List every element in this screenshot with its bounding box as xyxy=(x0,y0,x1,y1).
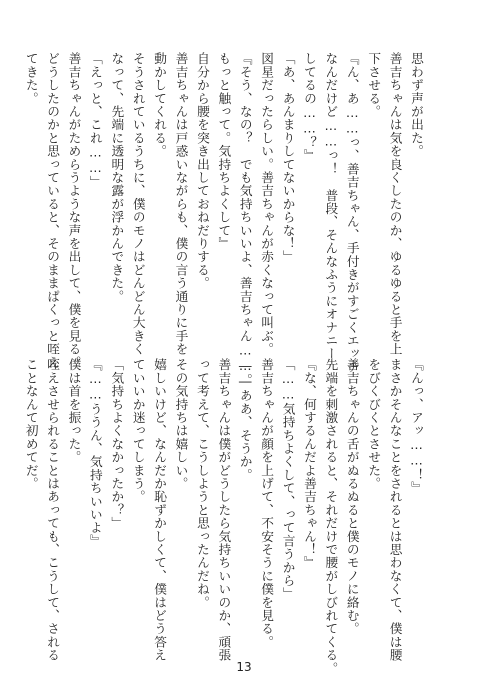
text-column: 善吉ちゃんが顔を上げて、不安そうに僕を見る。 xyxy=(259,358,275,649)
text-column: まさかそんなことをされるとは思わなくて、僕は腰 xyxy=(387,358,403,662)
text-column: そうされているうちに、僕のモノはどんどん大きく xyxy=(130,52,146,356)
text-column: 自分から腰を突き出しておねだりする。 xyxy=(194,52,210,290)
text-column: 先端を刺激されると、それだけで腰がしびれてくる。 xyxy=(323,358,339,675)
text-column: なって、先端に透明な露が浮かんできた。 xyxy=(109,52,125,303)
text-column: もっと触って。気持ちよくして』 xyxy=(216,52,232,250)
text-column: ことなんて初めてだ。 xyxy=(23,358,39,490)
text-column: 善吉ちゃんがためらうような声を出して、僕を見る。 xyxy=(66,52,82,369)
text-column: ていいか迷ってしまう。 xyxy=(130,358,146,504)
text-column: 善吉ちゃんの舌がぬるぬると僕のモノに絡む。 xyxy=(344,358,360,636)
text-column: 「えっと、これ……」 xyxy=(87,52,103,189)
text-column: てきた。 xyxy=(23,52,39,105)
text-column: 善吉ちゃんは戸惑いながらも、僕の言う通りに手を xyxy=(173,52,189,356)
text-column: をびくびくとさせた。 xyxy=(366,358,382,490)
text-column: 『そう、なの？ でも気持ちいいよ、善吉ちゃん……。 xyxy=(237,52,253,387)
text-column: 善吉ちゃんは僕がどうしたら気持ちいいのか、頑張 xyxy=(216,358,232,662)
text-column: 『な、何するんだよ善吉ちゃん！』 xyxy=(301,358,317,570)
page-number: 13 xyxy=(236,660,252,674)
text-column: って考えて、こうしようと思ったんだね。 xyxy=(194,358,210,609)
text-column: 「気持ちよくなかったか？」 xyxy=(109,358,125,530)
text-column: 図星だったらしい。善吉ちゃんが赤くなって叫ぶ。 xyxy=(259,52,275,356)
text-column: 僕は首を振った。 xyxy=(66,358,82,464)
text-column: 思わず声が出た。 xyxy=(409,52,424,158)
text-column: 嬉しいけど、なんだか恥ずかしくて、僕はどう答え xyxy=(152,358,168,662)
text-column: ――ああ、そうか。 xyxy=(237,358,253,482)
text-column: 動かしてくれる。 xyxy=(152,52,168,158)
top-text-block xyxy=(23,52,427,387)
text-column: 『ん、あ……っ、善吉ちゃん、手付きがすごくエッチ xyxy=(344,52,360,374)
text-column: なんだけど……っ！ 普段、そんなふうにオナニー xyxy=(323,52,339,361)
text-column: してるの……？』 xyxy=(301,52,317,163)
text-column: 「あ、あんまりしてないからな！」 xyxy=(280,52,296,264)
text-column: 善吉ちゃんは気を良くしたのか、ゆるゆると手を上 xyxy=(387,52,403,356)
text-column: 『……ううん、気持ちいいよ』 xyxy=(87,358,103,548)
text-column: その気持ちは嬉しい。 xyxy=(173,358,189,490)
text-column: 「……気持ちよくして、って言うから」 xyxy=(280,358,296,601)
text-column: 『んっ、アッ……！』 xyxy=(409,358,424,495)
text-column: 咥えさせられることはあっても、こうして、される xyxy=(45,358,61,662)
text-column: 下させる。 xyxy=(366,52,382,118)
text-column: どうしたのかと思っていると、そのままぱくっと咥え xyxy=(45,52,61,369)
